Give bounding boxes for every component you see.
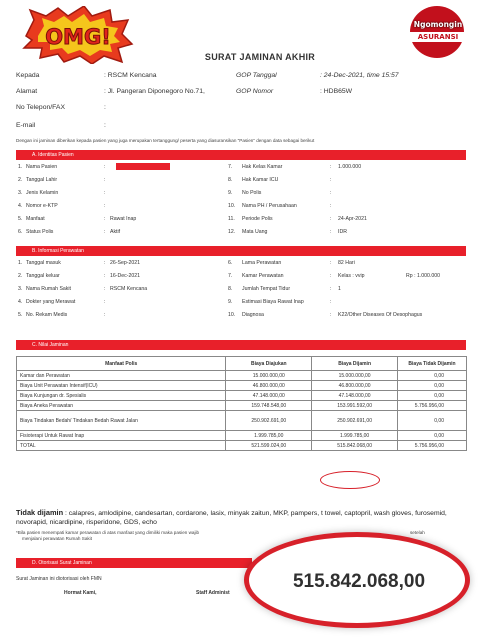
field-label: No Polis [242,190,262,196]
table-cell: 15.000.000,00 [312,371,398,381]
omg-logo [22,6,134,64]
note-line2: menjalani perawatan Rumah Sakit [22,536,92,542]
gop-block [236,72,466,102]
field-number: 2. [18,177,23,183]
ngomongin-asuransi-logo [404,6,472,58]
field-extra: Rp : 1.000.000 [406,273,441,279]
field-number: 10. [228,203,236,209]
info-row [16,177,466,189]
info-row [16,229,466,241]
field-label: Kamar Perawatan [242,273,284,279]
table-cell: 0,00 [398,381,467,391]
field-number: 9. [228,190,233,196]
brand-line2: ASURANSI [406,32,470,42]
field-colon: : [330,299,332,305]
table-cell: 0,00 [398,411,467,431]
field-number: 7. [228,273,233,279]
field-colon: : [330,177,332,183]
field-number: 12. [228,229,236,235]
alamat-label: Alamat [16,88,38,95]
field-value: 82 Hari [338,260,355,266]
table-cell: 0,00 [398,391,467,401]
field-label: Status Polis [26,229,54,235]
intro-text: Dengan ini jaminan diberikan kepada pasien yang juga merupakan tertanggung/ peserta yang diasuransikan "Pasien" dengan data sebagai berikut [16,138,315,143]
field-label: Dokter yang Merawat [26,299,76,305]
field-label: No. Rekam Medis [26,312,68,318]
table-cell: 521.599.024,00 [226,441,312,451]
info-row [16,216,466,228]
table-cell: Biaya Unit Perawatan Intensif(ICU) [17,381,226,391]
field-number: 2. [18,273,23,279]
regards-text: Hormat Kami, [64,590,97,596]
gop-tanggal-value: : 24-Dec-2021, time 15:57 [320,72,399,79]
field-number: 3. [18,190,23,196]
table-row [17,381,467,391]
email-value: : [104,122,106,129]
zoom-total-value: 515.842.068,00 [292,571,426,592]
field-label: Manfaat [26,216,45,222]
note-tail: setelah [410,530,425,535]
table-cell: 47.148.000,00 [312,391,398,401]
telepon-label: No Telepon/FAX [16,104,65,111]
field-label: Estimasi Biaya Rawat Inap [242,299,304,305]
table-cell: 0,00 [398,431,467,441]
zoom-callout-circle [244,532,470,628]
table-cell: Biaya Aneka Perawatan [17,401,226,411]
table-cell: 1.999.785,00 [226,431,312,441]
table-cell: Fisioterapi Untuk Rawat Inap [17,431,226,441]
col-header: Biaya Dijamin [312,357,398,371]
field-value: Kelas : vvip [338,273,365,279]
excluded-text: : calapres, amlodipine, candesartan, cordarone, lasix, minyak zaitun, MKP, pampers, t towel, captopril, wash gloves, furosemid, novorapid, nicardipine, risperidone, GDS, echo [16,510,447,526]
field-colon: : [104,164,106,170]
field-number: 3. [18,286,23,292]
table-cell: 15.000.000,00 [226,371,312,381]
field-colon: : [104,260,106,266]
field-label: Mata Uang [242,229,268,235]
field-label: Lama Perawatan [242,260,282,266]
field-colon: : [330,273,332,279]
field-number: 8. [228,177,233,183]
field-colon: : [104,177,106,183]
field-label: Nama Pasien [26,164,58,170]
gop-tanggal-label: GOP Tanggal [236,72,277,79]
field-colon: : [104,286,106,292]
section-a-header: A. Identitas Pasien [16,150,466,160]
field-colon: : [330,229,332,235]
field-value: 24-Apr-2021 [338,216,367,222]
brand-line1: Ngomongin [413,20,463,29]
coverage-table [16,356,467,451]
field-value: Aktif [110,229,121,235]
col-header: Biaya Tidak Dijamin [398,357,467,371]
field-number: 1. [18,260,23,266]
field-label: Hak Kelas Kamar [242,164,283,170]
svg-text:OMG!: OMG! [45,25,111,49]
table-cell: Kamar dan Perawatan [17,371,226,381]
table-row [17,391,467,401]
field-number: 7. [228,164,233,170]
field-colon: : [104,229,106,235]
email-label: E-mail [16,122,36,129]
field-number: 4. [18,299,23,305]
section-b-grid [16,260,466,330]
staff-text: Staff Administ [196,590,230,596]
field-colon: : [330,260,332,266]
field-number: 9. [228,299,233,305]
info-row [16,312,466,324]
table-cell: 250.902.691,00 [312,411,398,431]
field-number: 6. [18,229,23,235]
field-label: Tanggal masuk [26,260,61,266]
info-row [16,164,466,176]
table-row [17,401,467,411]
field-colon: : [330,312,332,318]
info-row [16,190,466,202]
field-colon: : [104,203,106,209]
field-number: 5. [18,216,23,222]
table-cell: 515.842.068,00 [312,441,398,451]
field-number: 6. [228,260,233,266]
table-cell: TOTAL [17,441,226,451]
field-label: Nama Rumah Sakit [26,286,71,292]
table-cell: 1.999.785,00 [312,431,398,441]
authorized-text: Surat Jaminan ini diotorisasi oleh FMN [16,576,102,582]
gop-nomor-value: : HDB65W [320,88,353,95]
table-row [17,441,467,451]
kepada-label: Kepada [16,72,40,79]
field-number: 5. [18,312,23,318]
field-value: 16-Dec-2021 [110,273,140,279]
table-row [17,371,467,381]
field-number: 1. [18,164,23,170]
table-cell: 46.800.000,00 [312,381,398,391]
table-cell: 0,00 [398,371,467,381]
field-value: 1 [338,286,341,292]
field-value: 1.000.000 [338,164,362,170]
section-d-header: D. Otorisasi Surat Jaminan [16,558,252,568]
field-colon: : [330,190,332,196]
recipient-block [16,72,236,132]
table-cell: 5.756.956,00 [398,441,467,451]
field-label: Tanggal keluar [26,273,60,279]
table-cell: 153.991.592,00 [312,401,398,411]
note-line1: *Bila pasien menempati kamar perawatan di atas manfaat yang dimiliki maka pasien wajib [16,530,200,535]
section-c-header: C. Nilai Jaminan [16,340,466,350]
total-highlight-circle [320,471,380,489]
field-value: 26-Sep-2021 [110,260,140,266]
field-number: 10. [228,312,236,318]
col-header: Manfaat Polis [17,357,226,371]
field-colon: : [104,312,106,318]
field-label: Periode Polis [242,216,273,222]
table-cell: Biaya Tindakan Bedah/ Tindakan Bedah Rawat Jalan [17,411,226,431]
field-label: Jumlah Tempat Tidur [242,286,291,292]
table-row [17,411,467,431]
field-label: Tanggal Lahir [26,177,58,183]
gop-nomor-label: GOP Nomor [236,88,274,95]
info-row [16,286,466,298]
field-label: Nama PH / Perusahaan [242,203,297,209]
field-colon: : [104,299,106,305]
field-colon: : [330,203,332,209]
field-number: 11. [228,216,235,222]
telepon-value: : [104,104,106,111]
info-row [16,273,466,285]
alamat-value: : Jl. Pangeran Diponegoro No.71, [104,88,205,95]
field-label: Diagnosa [242,312,264,318]
field-label: Jenis Kelamin [26,190,59,196]
field-label: Nomor e-KTP [26,203,58,209]
excluded-label: Tidak dijamin [16,508,64,517]
table-row [17,431,467,441]
field-colon: : [330,286,332,292]
field-value: IDR [338,229,347,235]
section-b-header: B. Informasi Perawatan [16,246,466,256]
table-cell: Biaya Kunjungan dr. Spesialis [17,391,226,401]
table-cell: 250.902.691,00 [226,411,312,431]
field-colon: : [330,164,332,170]
field-colon: : [330,216,332,222]
field-value: K22/Other Diseases Of Oesophagus [338,312,423,318]
table-cell: 159.748.548,00 [226,401,312,411]
field-colon: : [104,216,106,222]
table-cell: 46.800.000,00 [226,381,312,391]
info-row [16,203,466,215]
excluded-items [16,508,452,527]
table-cell: 5.756.956,00 [398,401,467,411]
table-header-row [17,357,467,371]
section-a-grid [16,164,466,242]
info-row [16,299,466,311]
field-value: RSCM Kencana [110,286,148,292]
document-title: SURAT JAMINAN AKHIR [204,52,316,62]
field-colon: : [104,273,106,279]
field-label: Hak Kamar ICU [242,177,279,183]
field-number: 8. [228,286,233,292]
table-cell: 47.148.000,00 [226,391,312,401]
field-value: Rawat Inap [110,216,137,222]
info-row [16,260,466,272]
kepada-value: : RSCM Kencana [104,72,157,79]
col-header: Biaya Diajukan [226,357,312,371]
field-number: 4. [18,203,23,209]
field-colon: : [104,190,106,196]
